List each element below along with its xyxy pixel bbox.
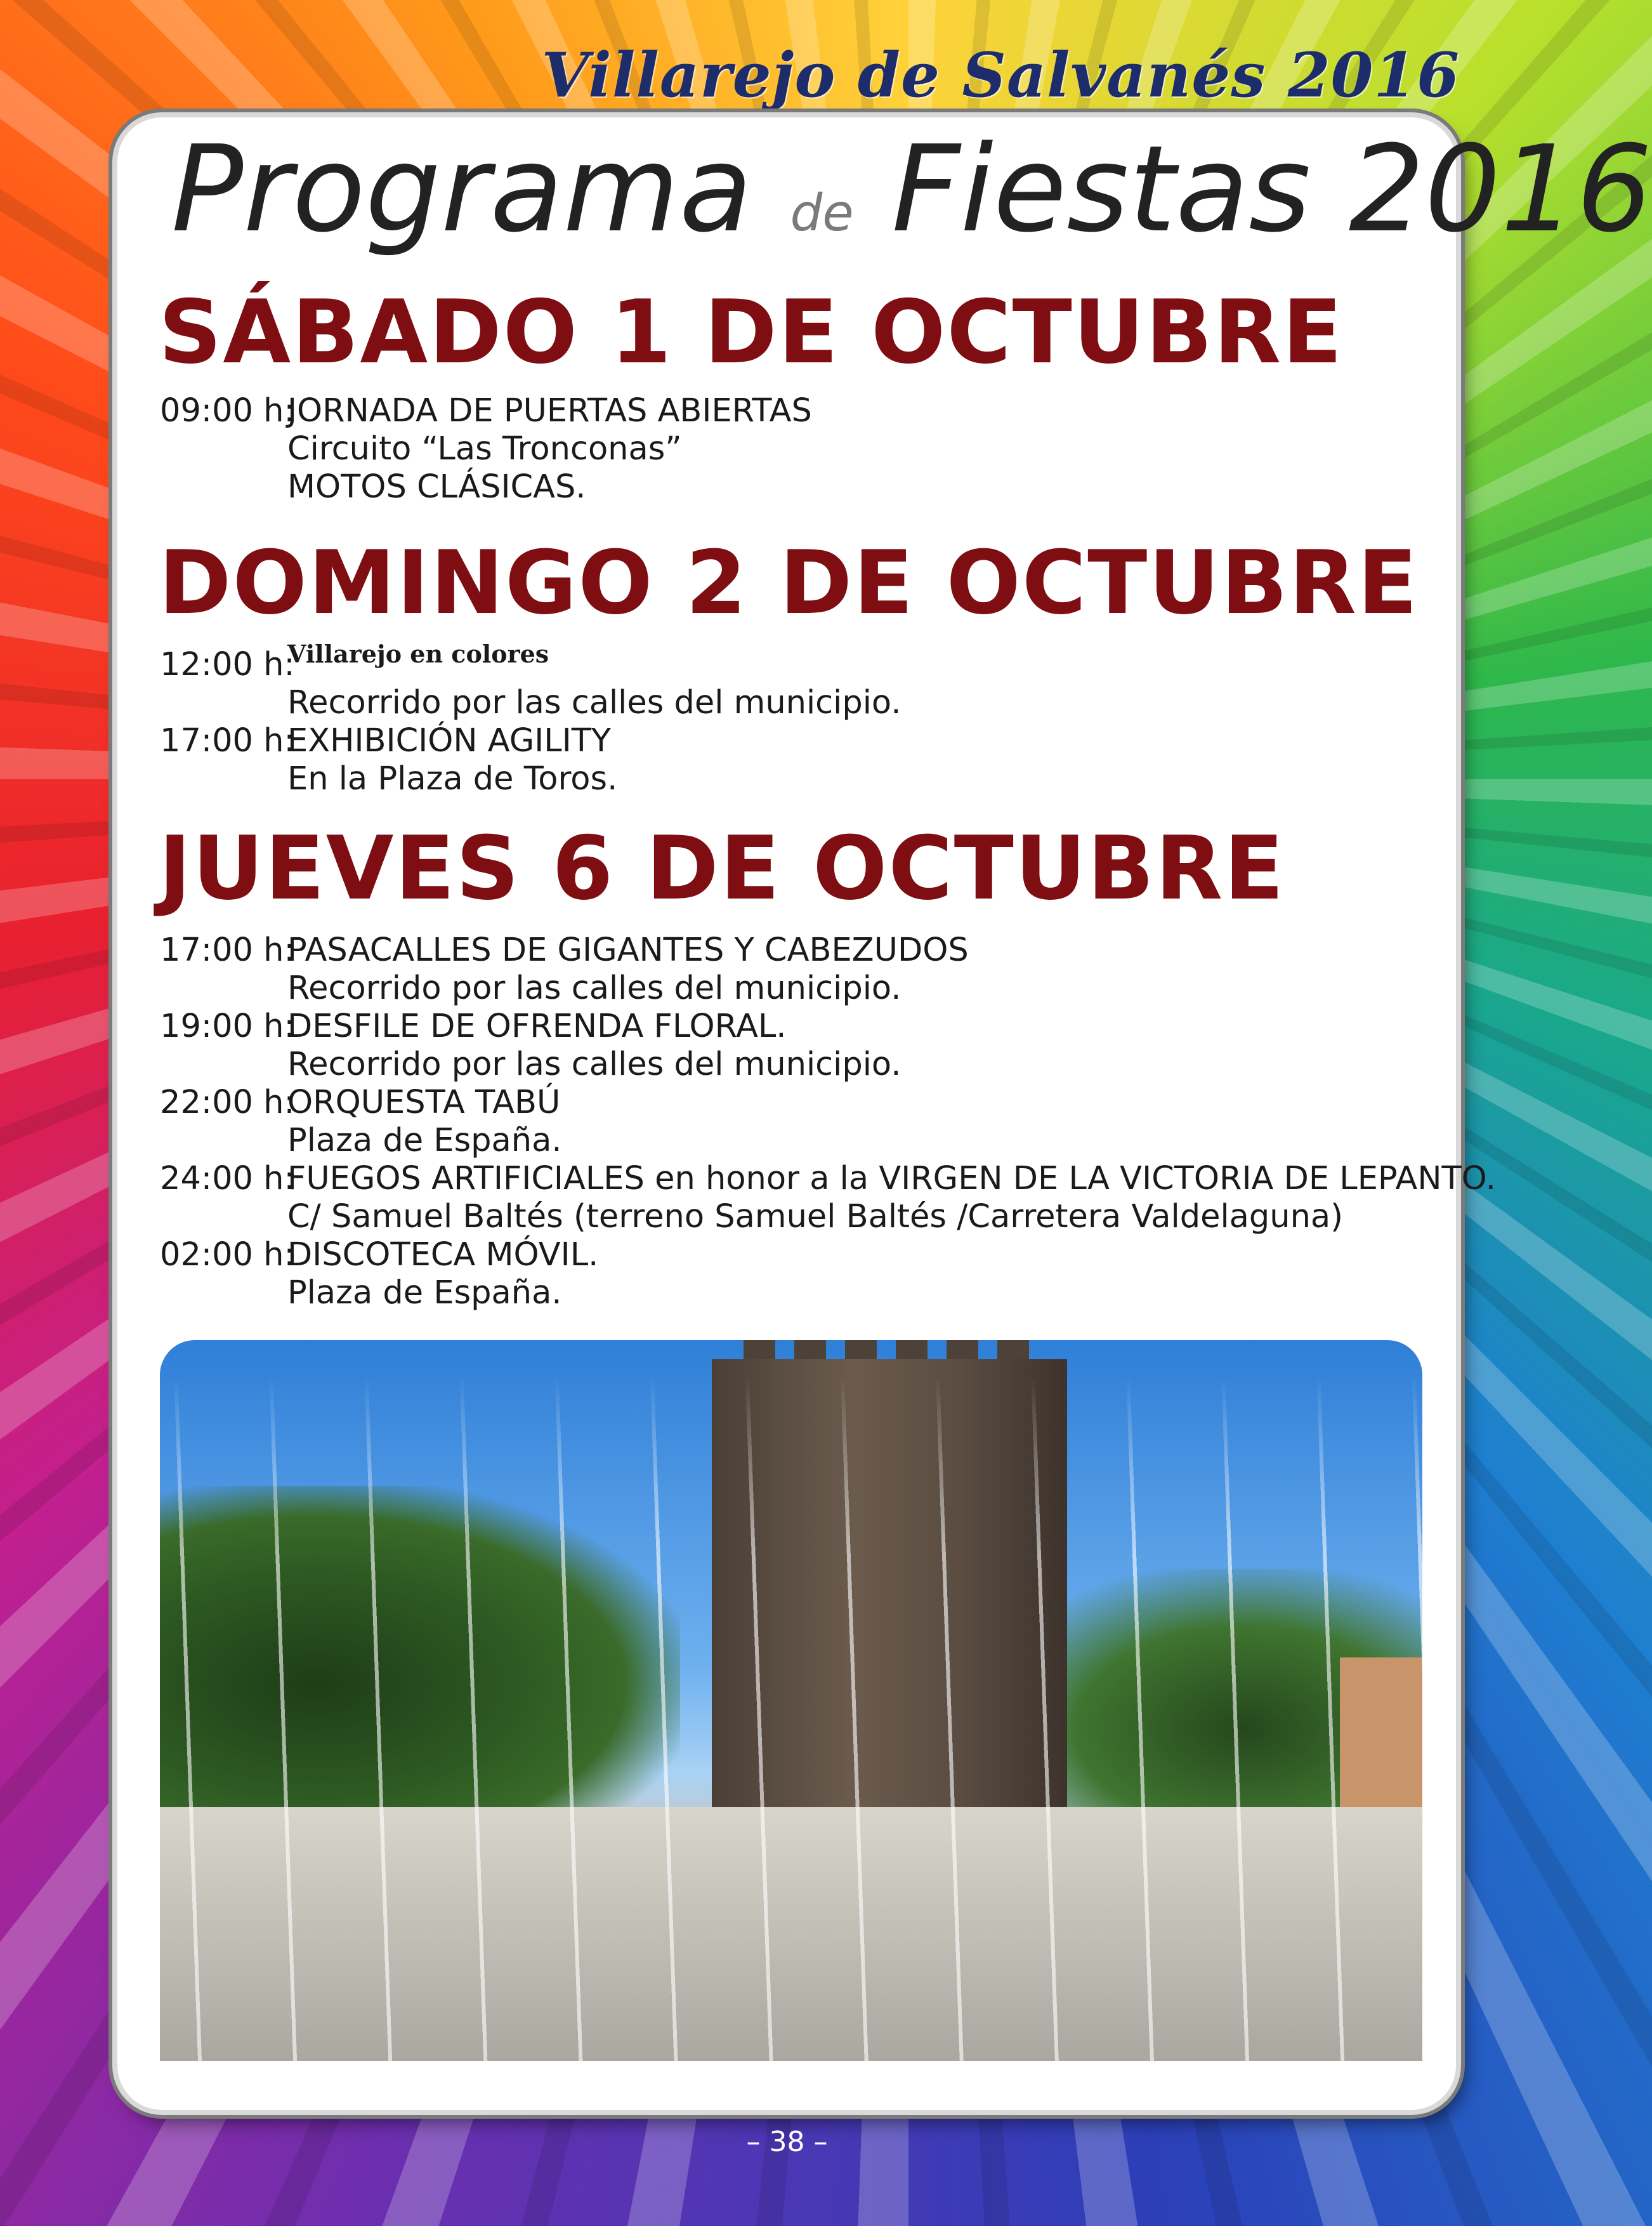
event-title: FUEGOS ARTIFICIALES en honor a la VIRGEN DE LA VICTORIA DE LEPANTO. — [287, 1160, 1496, 1197]
day-heading-jueves: JUEVES 6 DE OCTUBRE — [159, 817, 1285, 919]
event-title: PASACALLES DE GIGANTES Y CABEZUDOS — [287, 932, 969, 969]
title-program: Programa — [171, 120, 752, 259]
event-title: DESFILE DE OFRENDA FLORAL. — [287, 1008, 787, 1045]
title-year: 2016 — [1349, 120, 1652, 259]
event-detail: Plaza de España. — [287, 1274, 562, 1312]
title-de: de — [790, 183, 854, 242]
event-time: 22:00 h: — [160, 1084, 295, 1121]
event-time: 17:00 h: — [160, 932, 295, 969]
event-title: EXHIBICIÓN AGILITY — [287, 722, 612, 760]
event-time: 19:00 h: — [160, 1008, 295, 1045]
event-time: 09:00 h: — [160, 392, 295, 430]
event-detail: Recorrido por las calles del municipio. — [287, 970, 901, 1007]
event-time: 02:00 h: — [160, 1236, 295, 1274]
title-fiestas: Fiestas — [891, 120, 1311, 259]
day-heading-sabado: SÁBADO 1 DE OCTUBRE — [159, 281, 1344, 383]
fountain-castle-photo — [160, 1340, 1422, 2061]
header-title: Villarejo de Salvanés 2016 — [541, 39, 1460, 111]
event-title: DISCOTECA MÓVIL. — [287, 1236, 599, 1274]
event-detail: Plaza de España. — [287, 1122, 562, 1159]
water-jets — [160, 1340, 1422, 2061]
event-detail: C/ Samuel Baltés (terreno Samuel Baltés /Carretera Valdelaguna) — [287, 1198, 1344, 1235]
event-detail: Recorrido por las calles del municipio. — [287, 684, 901, 721]
event-title: Villarejo en colores — [287, 640, 549, 668]
event-time: 24:00 h: — [160, 1160, 295, 1197]
event-title: JORNADA DE PUERTAS ABIERTAS — [287, 392, 812, 430]
event-detail: Recorrido por las calles del municipio. — [287, 1046, 901, 1083]
event-detail: Circuito “Las Tronconas” — [287, 430, 682, 468]
event-time: 12:00 h: — [160, 646, 295, 683]
event-time: 17:00 h: — [160, 722, 295, 760]
day-heading-domingo: DOMINGO 2 DE OCTUBRE — [159, 532, 1419, 634]
page-title — [171, 120, 1652, 259]
event-title: ORQUESTA TABÚ — [287, 1084, 561, 1121]
event-detail: MOTOS CLÁSICAS. — [287, 468, 586, 506]
page-number: – 38 – — [746, 2126, 828, 2158]
event-detail: En la Plaza de Toros. — [287, 760, 618, 798]
